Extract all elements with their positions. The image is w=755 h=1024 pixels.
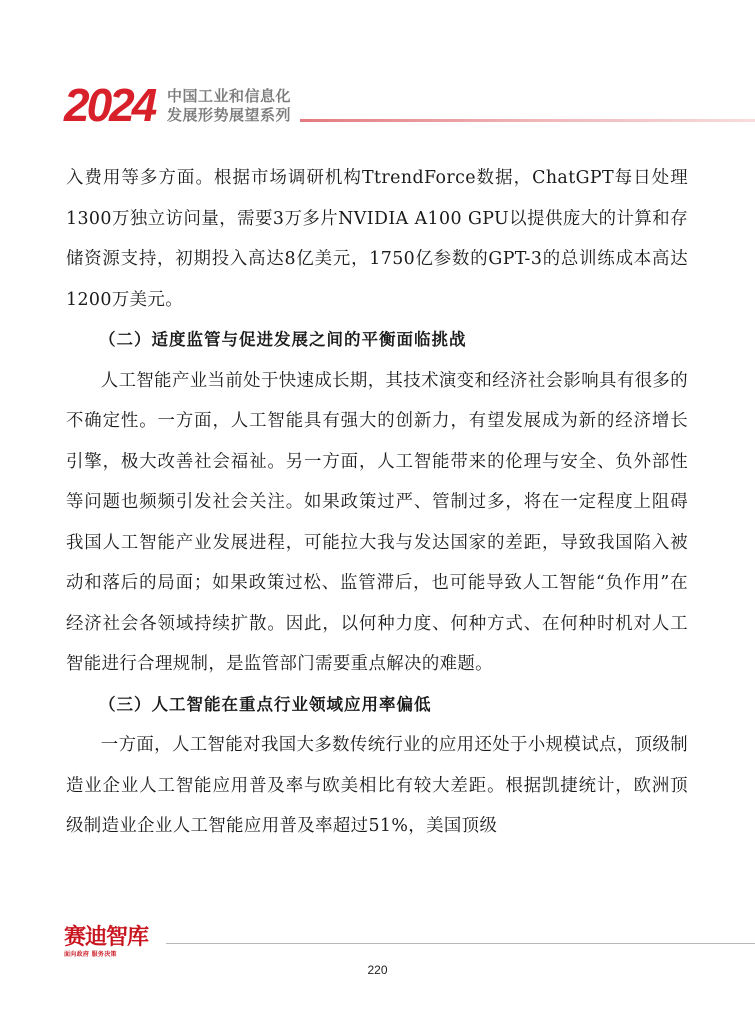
section-heading-2: （二）适度监管与促进发展之间的平衡面临挑战 <box>99 330 467 349</box>
paragraph-continuation: 入费用等多方面。根据市场调研机构TtrendForce数据，ChatGPT每日处理1300万独立访问量，需要3万多片NVIDIA A100 GPU以提供庞大的计算和存储资源支持，初期投入高达8亿美元，1750亿参数的GPT-3的总训练成本高达1200万美元。 <box>66 168 688 310</box>
document-body <box>66 158 688 847</box>
footer-divider <box>166 943 755 944</box>
footer-logo-slogan: 面向政府 服务决策 <box>64 951 117 958</box>
page-number: 220 <box>367 963 388 977</box>
ccid-think-tank-logo <box>64 926 164 960</box>
paragraph-industry-application: 一方面，人工智能对我国大多数传统行业的应用还处于小规模试点，顶级制造业企业人工智能应用普及率与欧美相比有较大差距。根据凯捷统计，欧洲顶级制造业企业人工智能应用普及率超过51%，美国顶级 <box>66 735 688 836</box>
series-title-line2: 发展形势展望系列 <box>167 106 292 124</box>
year-logo: 2024 <box>64 79 155 131</box>
section-heading-3: （三）人工智能在重点行业领域应用率偏低 <box>99 694 432 714</box>
series-title <box>167 87 291 125</box>
paragraph-regulation-balance: 人工智能产业当前处于快速成长期，其技术演变和经济社会影响具有很多的不确定性。一方面，人工智能具有强大的创新力，有望发展成为新的经济增长引擎，极大改善社会福祉。另一方面，人工智能带来的伦理与安全、负外部性等问题也频频引发社会关注。如果政策过严、管制过多，将在一定程度上阻碍我国人工智能产业发展进程，可能拉大我与发达国家的差距，导致我国陷入被动和落后的局面；如果政策过松、监管滞后，也可能导致人工智能“负作用”在经济社会各领域持续扩散。因此，以何种力度、何种方式、在何种时机对人工智能进行合理规制，是监管部门需要重点解决的难题。 <box>66 370 688 674</box>
series-title-line1: 中国工业和信息化 <box>167 87 292 105</box>
page-header <box>0 80 755 132</box>
header-divider <box>300 119 755 122</box>
footer-logo-text: 赛迪智库 <box>64 925 149 950</box>
